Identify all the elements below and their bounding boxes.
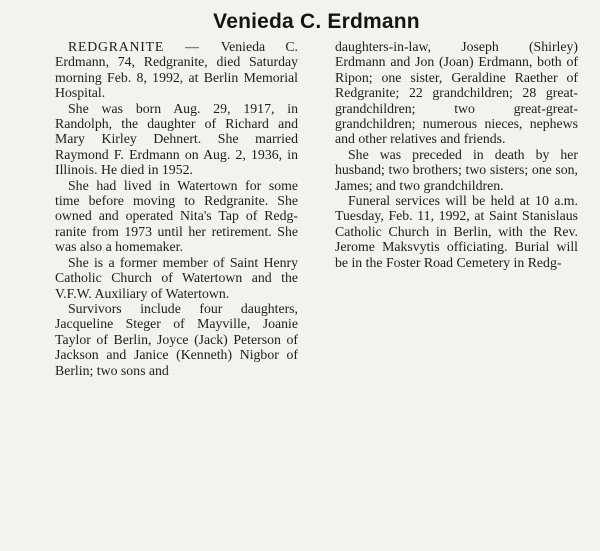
paragraph-funeral-services: Funeral services will be held at 10 a.m. Tuesday, Feb. 11, 1992, at Saint Stanislaus Catholic Church in Berlin, with the Rev. Jerome Maksvytis officiating. Burial will be in the Foster Road Cemetery in Redg- [335,193,578,270]
paragraph-career: She had lived in Watertown for some time before moving to Redgranite. She owned and operated Nita's Tap of Redgranite from 1973 until her retirement. She was also a homemaker. [55,177,298,255]
death-notice-text: Venieda C. Erdmann, 74, Redgranite, died Saturday morning Feb. 8, 1992, at Berlin Memorial Hospital. [55,39,298,101]
obituary-headline: Venieda C. Erdmann [213,10,420,33]
right-column [335,39,578,378]
paragraph-preceded-in-death: She was preceded in death by her husband; two brothers; two sisters; one son, James; and two grandchildren. [335,146,578,193]
left-column [55,39,298,378]
paragraph-memberships: She is a former member of Saint Henry Catholic Church of Watertown and the V.F.W. Auxiliary of Watertown. [55,254,298,301]
paragraph-birth-marriage: She was born Aug. 29, 1917, in Randolph, the daughter of Richard and Mary Kirley Dehnert. She married Raymond F. Erdmann on Aug. 2, 1936, in Illinois. He died in 1952. [55,100,298,178]
paragraph-survivors: Survivors include four daughters, Jacqueline Steger of Mayville, Joanie Taylor of Berlin, Joyce (Jack) Peterson of Jackson and Janice (Kenneth) Nigbor of Berlin; two sons and [55,300,298,378]
paragraph-survivors-continued: daughters-in-law, Joseph (Shirley) Erdmann and Jon (Joan) Erdmann, both of Ripon; one sister, Geraldine Raether of Redgranite; 22 grandchildren; 28 great-grandchildren; two great-great-grandchildren; numerous nieces, nephews and other relatives and friends. [335,39,578,147]
dateline: REDGRANITE — [68,39,221,54]
article-columns [55,39,578,378]
paragraph-death-notice [55,39,298,101]
